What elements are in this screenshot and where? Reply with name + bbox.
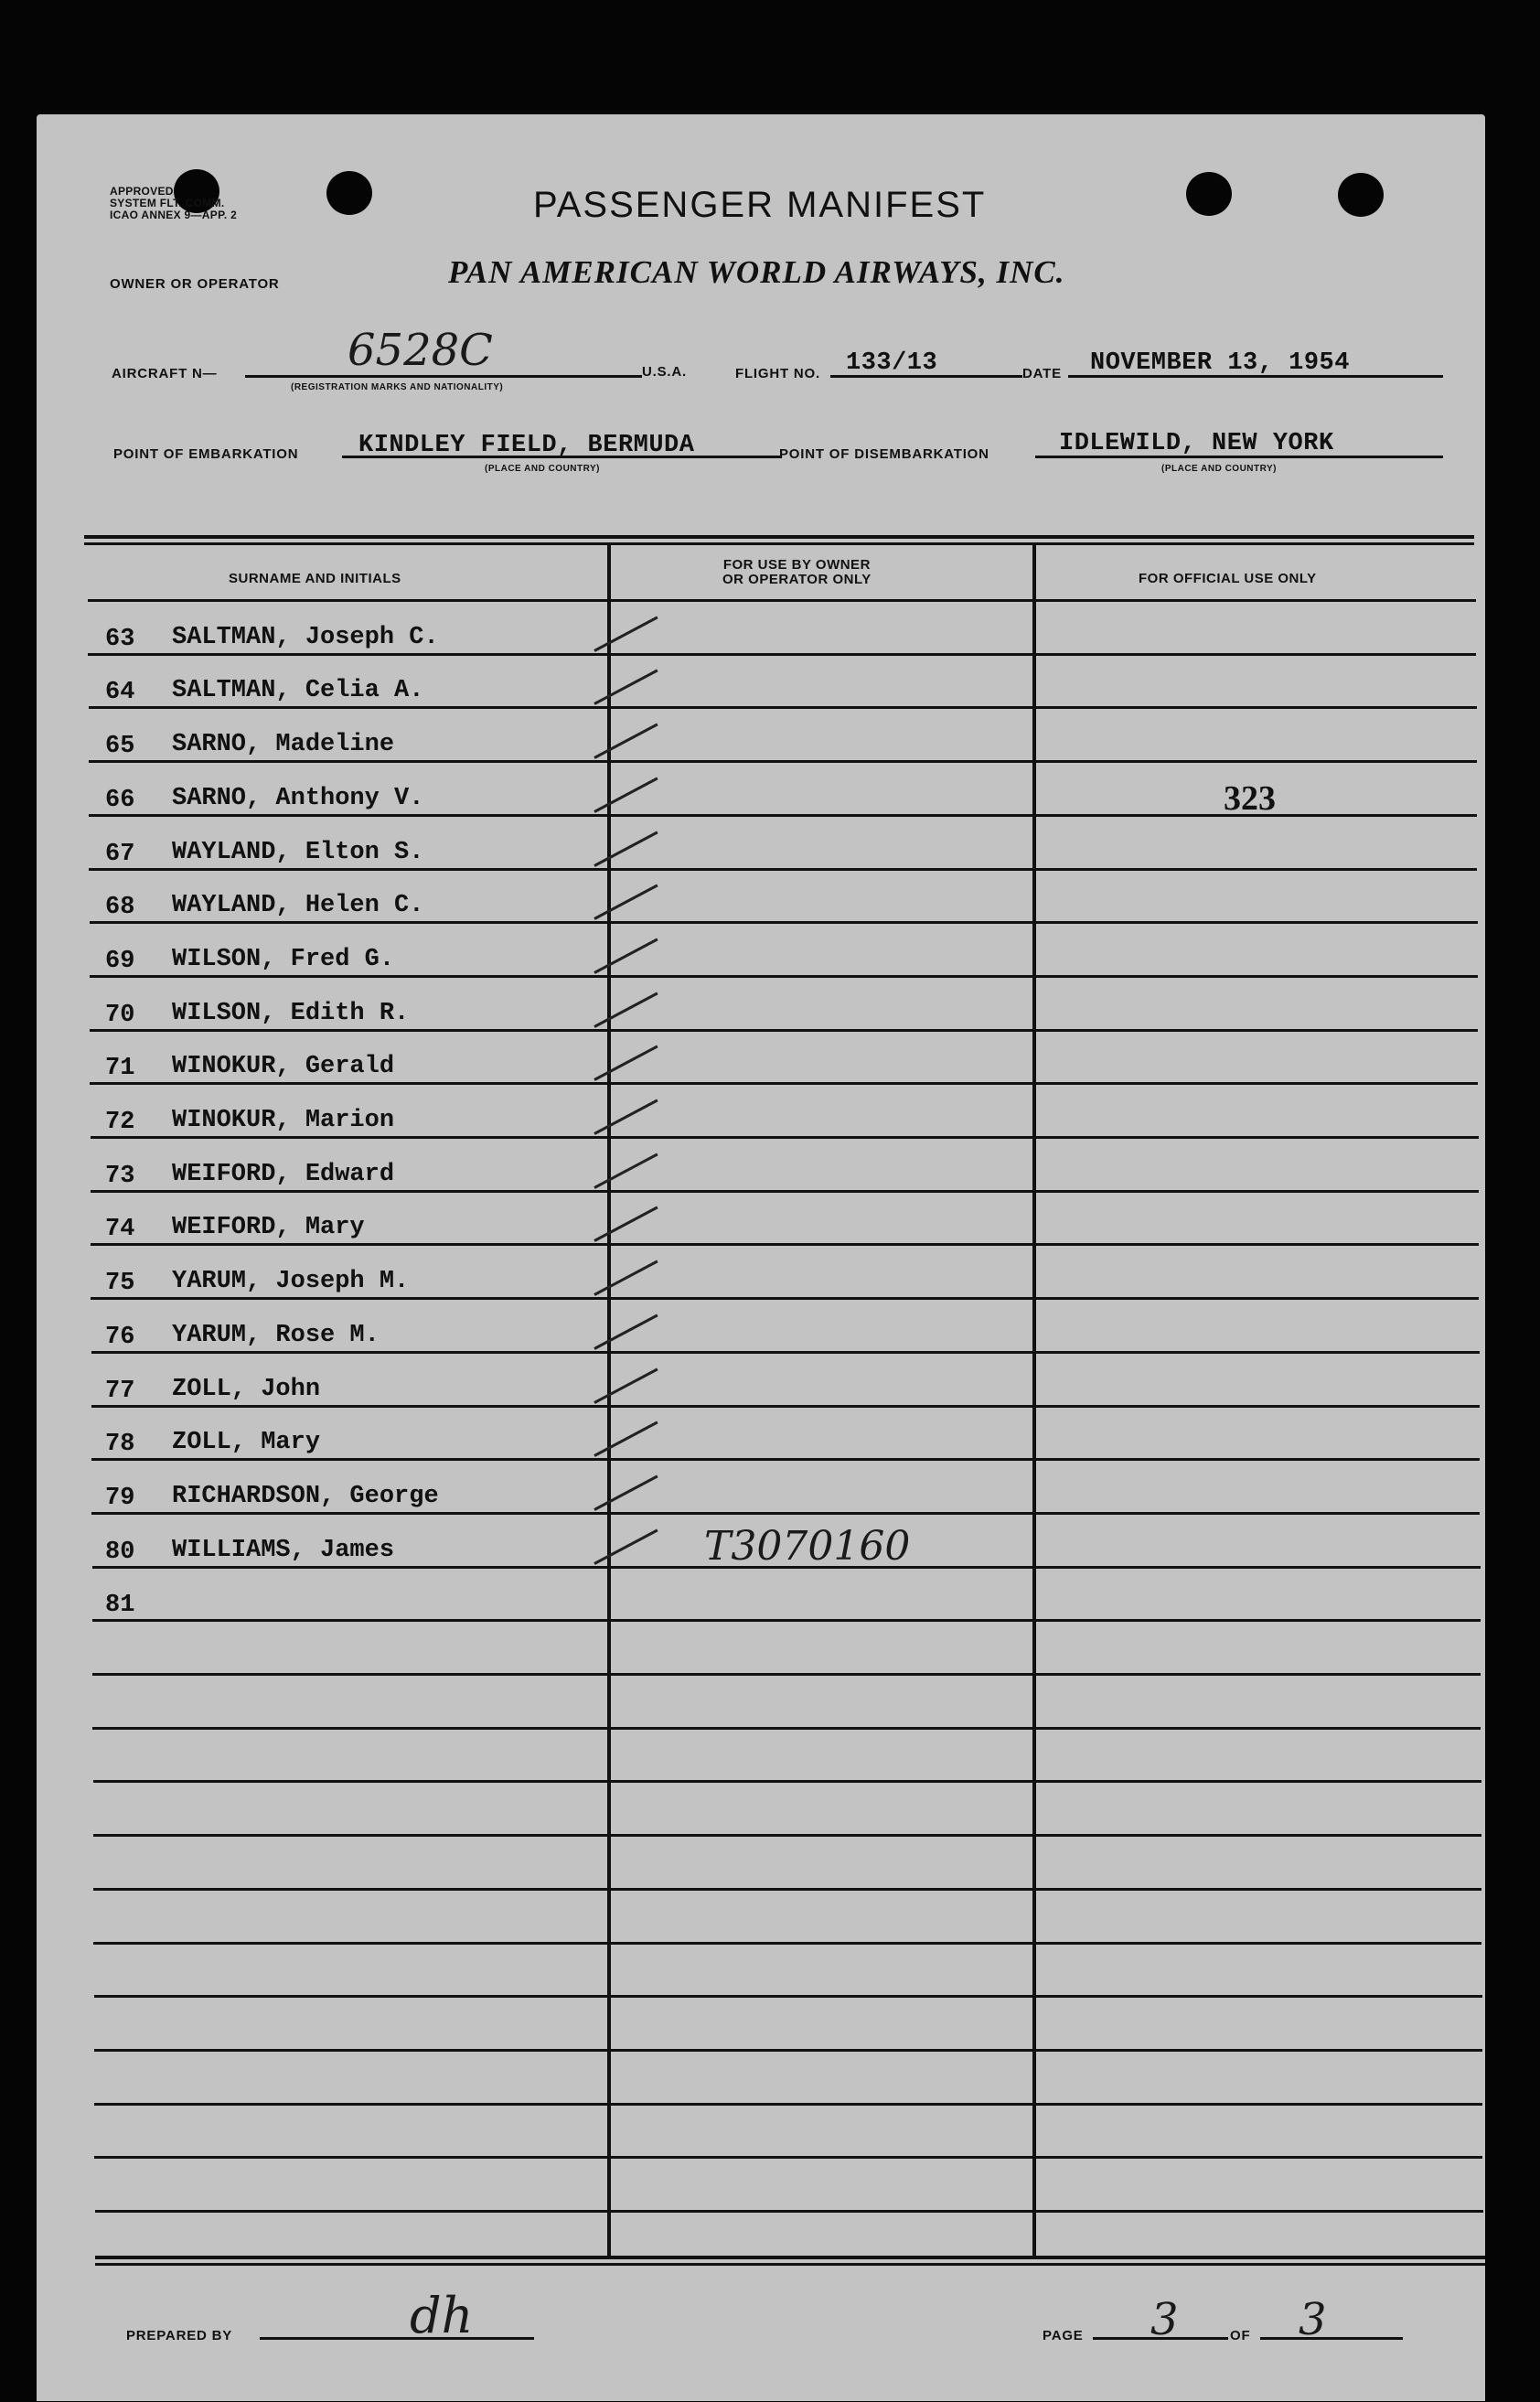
passenger-name: SARNO, Madeline bbox=[172, 731, 395, 758]
punch-hole bbox=[1338, 173, 1384, 217]
passenger-number: 67 bbox=[105, 841, 135, 868]
passenger-number: 70 bbox=[105, 1002, 135, 1029]
row-rule bbox=[91, 1351, 1480, 1354]
row-rule bbox=[93, 1834, 1481, 1837]
aircraft-registration: 6528C bbox=[348, 325, 493, 376]
row-rule bbox=[92, 1673, 1481, 1676]
aircraft-country: U.S.A. bbox=[642, 364, 687, 380]
passenger-name: RICHARDSON, George bbox=[172, 1483, 439, 1510]
row-rule bbox=[93, 1888, 1481, 1891]
passenger-number: 73 bbox=[105, 1163, 135, 1190]
row-rule bbox=[90, 921, 1478, 924]
passenger-number: 69 bbox=[105, 948, 135, 975]
passenger-number: 72 bbox=[105, 1109, 135, 1136]
flight-label: FLIGHT NO. bbox=[735, 366, 820, 381]
row-rule bbox=[88, 599, 1476, 602]
disembarkation-point: IDLEWILD, NEW YORK bbox=[1059, 430, 1334, 457]
row-rule bbox=[88, 653, 1476, 656]
passenger-name: ZOLL, Mary bbox=[172, 1429, 321, 1456]
disembarkation-sublabel: (PLACE AND COUNTRY) bbox=[1161, 464, 1277, 474]
row-rule bbox=[91, 1297, 1479, 1300]
passenger-number: 74 bbox=[105, 1216, 135, 1243]
row-rule bbox=[95, 2210, 1483, 2213]
of-underline bbox=[1260, 2337, 1403, 2340]
passenger-number: 78 bbox=[105, 1431, 135, 1458]
embarkation-point: KINDLEY FIELD, BERMUDA bbox=[358, 432, 695, 459]
row-rule bbox=[90, 1029, 1478, 1032]
table-top-rule bbox=[84, 542, 1474, 545]
row-rule bbox=[90, 1082, 1478, 1085]
punch-hole bbox=[326, 171, 372, 215]
passenger-name: WILSON, Edith R. bbox=[172, 1000, 410, 1027]
passenger-number: 75 bbox=[105, 1270, 135, 1297]
column-header-owner-use: FOR USE BY OWNER OR OPERATOR ONLY bbox=[722, 557, 872, 587]
row-rule bbox=[94, 2049, 1482, 2052]
column-divider bbox=[1032, 545, 1036, 2257]
row-rule bbox=[91, 1458, 1480, 1461]
column-header-name: SURNAME AND INITIALS bbox=[229, 571, 401, 586]
passenger-name: ZOLL, John bbox=[172, 1376, 321, 1403]
punch-hole bbox=[1186, 172, 1232, 216]
aircraft-label: AIRCRAFT N— bbox=[112, 366, 218, 381]
row-rule bbox=[91, 1243, 1479, 1246]
disembarkation-label: POINT OF DISEMBARKATION bbox=[779, 446, 989, 462]
row-rule bbox=[91, 1512, 1480, 1515]
form-approval: APPROVED SYSTEM FLT. COMM. ICAO ANNEX 9—APP. 2 bbox=[110, 185, 238, 221]
row-rule bbox=[92, 1619, 1481, 1622]
page-label: PAGE bbox=[1043, 2328, 1084, 2343]
manifest-date: NOVEMBER 13, 1954 bbox=[1090, 349, 1350, 377]
flight-number: 133/13 bbox=[846, 349, 938, 377]
row-rule bbox=[94, 2103, 1482, 2106]
passenger-number: 68 bbox=[105, 894, 135, 921]
passenger-name: SALTMAN, Joseph C. bbox=[172, 624, 439, 651]
row-rule bbox=[91, 1405, 1480, 1408]
aircraft-sublabel: (REGISTRATION MARKS AND NATIONALITY) bbox=[291, 382, 504, 392]
table-bottom-rule bbox=[95, 2256, 1485, 2259]
embarkation-label: POINT OF EMBARKATION bbox=[113, 446, 299, 462]
passenger-number: 79 bbox=[105, 1485, 135, 1512]
embarkation-sublabel: (PLACE AND COUNTRY) bbox=[485, 464, 600, 474]
row-rule bbox=[91, 1136, 1479, 1139]
passenger-number: 80 bbox=[105, 1539, 135, 1566]
row-rule bbox=[89, 760, 1477, 763]
passenger-name: YARUM, Rose M. bbox=[172, 1322, 380, 1349]
row-rule bbox=[89, 868, 1477, 871]
row-rule bbox=[91, 1190, 1479, 1193]
passenger-name: WEIFORD, Mary bbox=[172, 1214, 365, 1241]
passenger-number: 81 bbox=[105, 1592, 135, 1619]
row-rule bbox=[90, 975, 1478, 978]
passenger-name: YARUM, Joseph M. bbox=[172, 1268, 410, 1295]
airline-name: PAN AMERICAN WORLD AIRWAYS, INC. bbox=[448, 254, 1065, 290]
prepared-by-underline bbox=[260, 2337, 534, 2340]
official-note: 323 bbox=[1224, 779, 1276, 818]
page-total: 3 bbox=[1299, 2294, 1327, 2345]
passenger-name: WINOKUR, Marion bbox=[172, 1107, 395, 1134]
row-rule bbox=[93, 1780, 1481, 1783]
passenger-name: WAYLAND, Helen C. bbox=[172, 892, 424, 919]
passenger-number: 64 bbox=[105, 679, 135, 706]
passenger-name: WEIFORD, Edward bbox=[172, 1161, 395, 1188]
row-rule bbox=[89, 706, 1477, 709]
passenger-number: 66 bbox=[105, 787, 135, 814]
owner-label: OWNER OR OPERATOR bbox=[110, 276, 280, 292]
column-header-official: FOR OFFICIAL USE ONLY bbox=[1139, 571, 1317, 586]
passenger-number: 76 bbox=[105, 1324, 135, 1351]
date-label: DATE bbox=[1022, 366, 1062, 381]
of-label: OF bbox=[1230, 2328, 1251, 2343]
passenger-name: WILSON, Fred G. bbox=[172, 946, 395, 973]
passenger-name: WINOKUR, Gerald bbox=[172, 1053, 395, 1080]
row-rule bbox=[94, 1995, 1482, 1998]
passenger-name: WAYLAND, Elton S. bbox=[172, 839, 424, 866]
page-number: 3 bbox=[1150, 2294, 1179, 2345]
page-title: PASSENGER MANIFEST bbox=[533, 185, 987, 225]
owner-note: T3070160 bbox=[704, 1523, 911, 1570]
passenger-name: SALTMAN, Celia A. bbox=[172, 677, 424, 704]
table-bottom-rule bbox=[95, 2263, 1485, 2266]
row-rule bbox=[92, 1727, 1481, 1730]
passenger-name: SARNO, Anthony V. bbox=[172, 785, 424, 812]
passenger-number: 77 bbox=[105, 1378, 135, 1405]
passenger-name: WILLIAMS, James bbox=[172, 1537, 395, 1564]
passenger-number: 63 bbox=[105, 626, 135, 653]
row-rule bbox=[93, 1942, 1481, 1945]
passenger-number: 71 bbox=[105, 1055, 135, 1082]
prepared-by-label: PREPARED BY bbox=[126, 2328, 233, 2343]
prepared-by-signature: dh bbox=[410, 2287, 474, 2344]
row-rule bbox=[94, 2156, 1482, 2159]
table-top-rule bbox=[84, 535, 1474, 539]
passenger-number: 65 bbox=[105, 733, 135, 760]
